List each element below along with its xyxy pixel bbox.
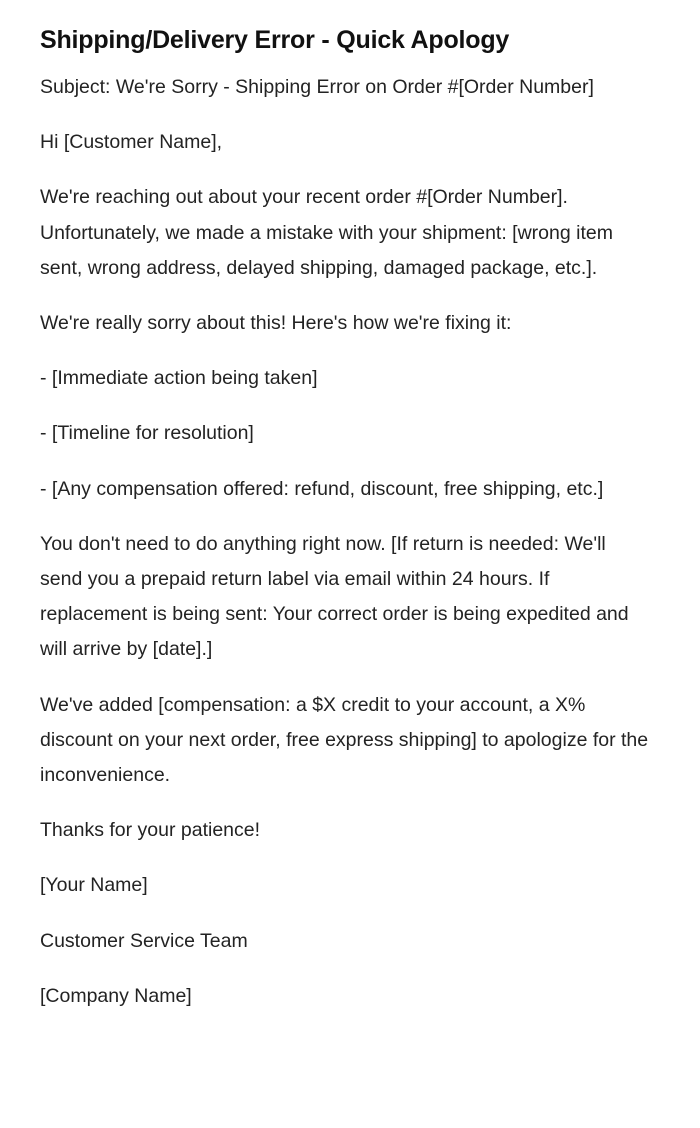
compensation-paragraph: We've added [compensation: a $X credit to your account, a X% discount on your next order, free express shipping] to apologize for the inconvenience.: [40, 693, 649, 787]
signature-company: [Company Name]: [40, 984, 192, 1007]
action-list-item: - [Immediate action being taken]: [40, 367, 318, 390]
signature-team: Customer Service Team: [40, 929, 248, 952]
next-steps-paragraph: You don't need to do anything right now. [If return is needed: We'll send you a prepaid return label via email within 24 hours. If replacement is being sent: Your correct order is being expedited and will arrive by [date].]: [40, 532, 629, 661]
signature-name: [Your Name]: [40, 874, 148, 897]
action-list-item: - [Any compensation offered: refund, discount, free shipping, etc.]: [40, 477, 604, 500]
intro-paragraph: We're reaching out about your recent order #[Order Number]. Unfortunately, we made a mistake with your shipment: [wrong item sent, wrong address, delayed shipping, damaged package, etc.].: [40, 186, 613, 279]
thanks-line: Thanks for your patience!: [40, 819, 261, 842]
email-subject-line: Subject: We're Sorry - Shipping Error on Order #[Order Number]: [40, 76, 594, 98]
document-title: Shipping/Delivery Error - Quick Apology: [40, 26, 510, 54]
email-greeting: Hi [Customer Name],: [40, 131, 223, 154]
action-list-item: - [Timeline for resolution]: [40, 422, 254, 445]
email-template-document: [40, 22, 650, 1034]
apology-paragraph: We're really sorry about this! Here's how we're fixing it:: [40, 312, 512, 335]
